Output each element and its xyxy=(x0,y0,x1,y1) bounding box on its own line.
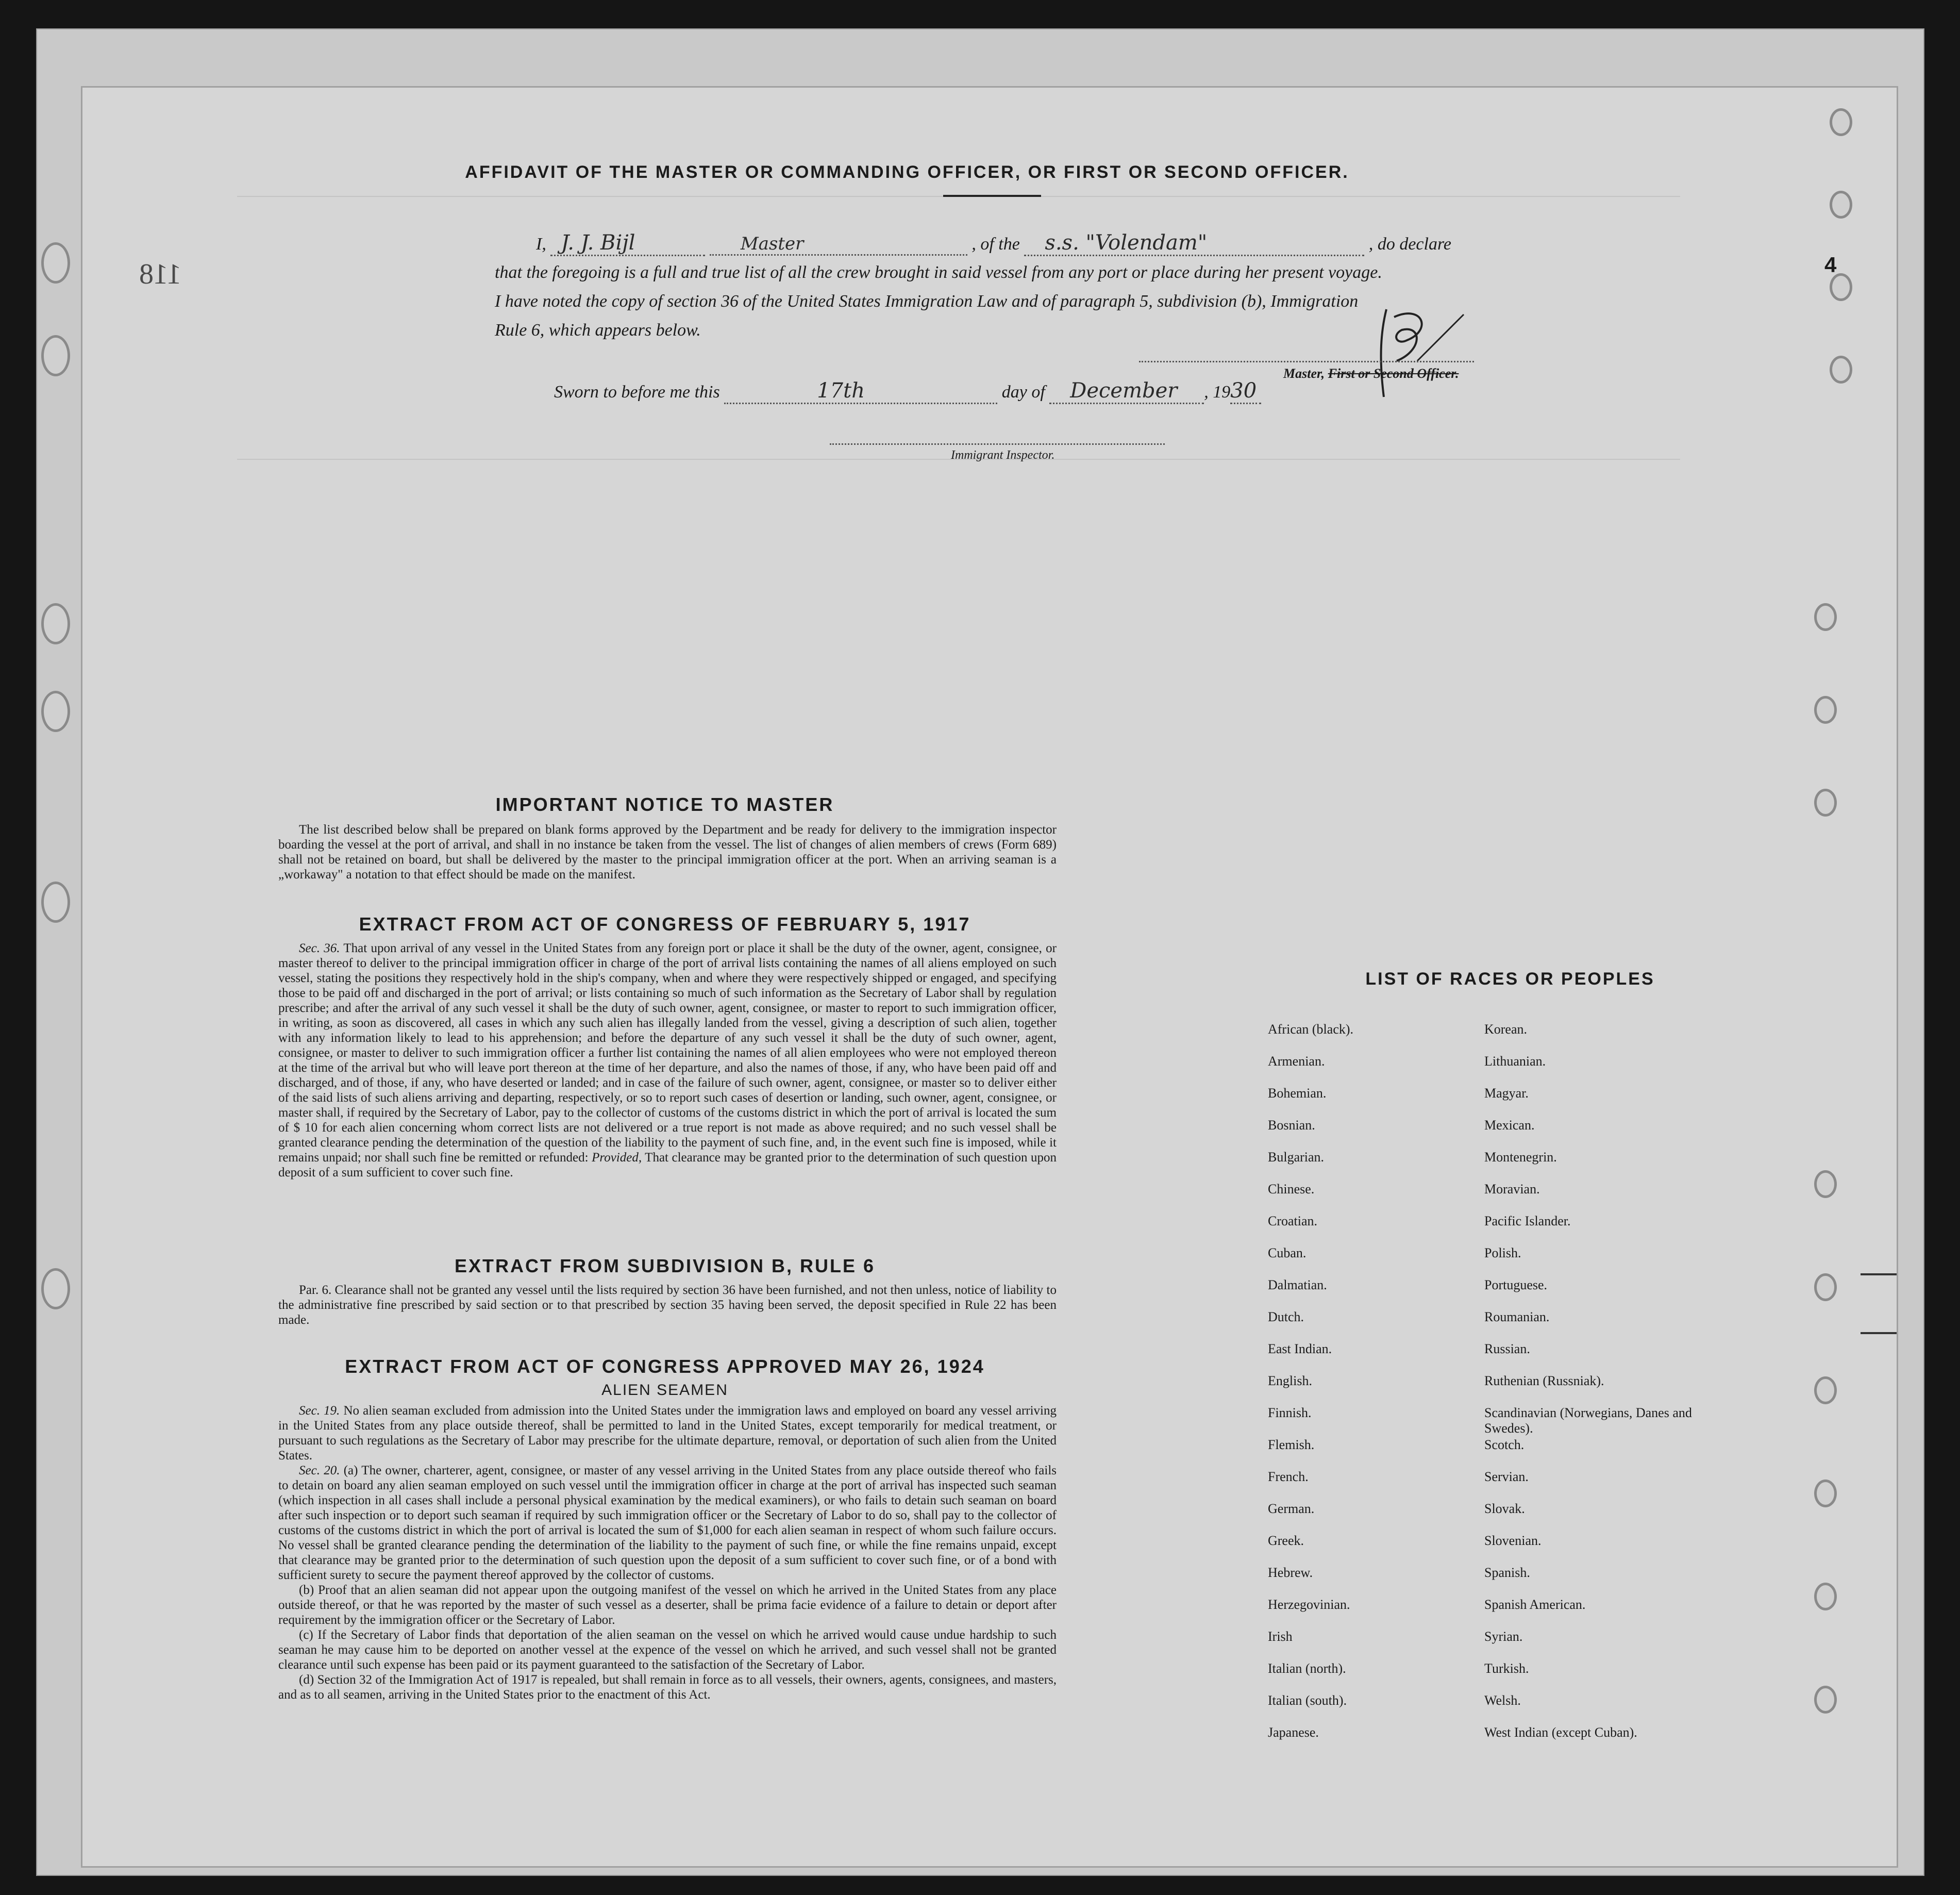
race-entry: Servian. xyxy=(1484,1469,1529,1484)
race-entry: Turkish. xyxy=(1484,1661,1529,1676)
race-entry: Armenian. xyxy=(1268,1054,1325,1069)
binder-hole xyxy=(1830,191,1852,219)
races-title: LIST OF RACES OR PEOPLES xyxy=(1365,969,1655,989)
binder-hole xyxy=(1830,108,1852,136)
struck-officer-text: First or Second Officer. xyxy=(1328,366,1459,381)
race-entry: Bulgarian. xyxy=(1268,1150,1325,1165)
binder-hole xyxy=(1814,603,1837,631)
sec-19-label: Sec. 19. xyxy=(299,1404,340,1418)
sec-20d-paragraph: (d) Section 32 of the Immigration Act of 1917 is repealed, but shall remain in force as to all vessels, their owners, agents, consignees, and masters, and as to all seamen, arriving in the United States prior to the enactment of this Act. xyxy=(278,1673,1057,1702)
sec-36-text-end: That clearance may be granted prior to the determination of such question upon deposit of a sum sufficient to cover such fine. xyxy=(278,1151,1057,1179)
race-entry: Russian. xyxy=(1484,1341,1530,1356)
par-6-paragraph: Par. 6. Clearance shall not be granted any vessel until the lists required by section 36 have been furnished, and not then unless, notice of liability to the administrative fine prescribed by said section or to that prescribed by section 35 having been served, the deposit specified in Rule 22 has been made. xyxy=(278,1283,1057,1327)
inspector-line xyxy=(830,443,1165,445)
race-entry: French. xyxy=(1268,1469,1309,1484)
tally-mark xyxy=(1861,1275,1897,1334)
sec-20b-paragraph: (b) Proof that an alien seaman did not appear upon the outgoing manifest of the vessel on which he arrived in the United States from any place outside thereof, or that he was reported by the master of such vessel as a deserter, shall be prima facie evidence of a failure to detain or deport after requirement by the immigration officer or the Secretary of Labor. xyxy=(278,1583,1057,1627)
race-entry: Dutch. xyxy=(1268,1309,1304,1324)
sec-36-text: That upon arrival of any vessel in the United States from any foreign port or place it shall be the duty of the owner, agent, consignee, or master thereof to deliver to the principal immigration officer in charge of the port of arrival lists containing the names of all aliens employed on such vessel, stating the positions they respectively hold in the ship's company, when and where they were respectively shipped or engaged, and specifying those to be paid off and discharged in the port of arrival; or lists containing so much of such information as the Secretary of Labor shall by regulation prescribe; and after the arrival of any such vessel it shall be the duty of such owner, agent, consignee, or master to report to such immigration officer, in writing, as soon as discovered, all cases in which any such alien has illegally landed from the vessel, giving a description of such alien, together with any information likely to lead to his apprehension; and before the departure of any such vessel it shall be the duty of such owner, agent, consignee, or master to deliver to such immigration officer a further list containing the names of all alien employees who were not employed thereon at the time of the arrival but who will leave port thereon at the time of her departure, and also the names of those, if any, who have been paid off and discharged, and of those, if any, who have deserted or landed; and in case of the failure of such owner, agent, consignee, or master so to deliver either of the said lists of such aliens arriving and departing, respectively, or so to report such cases of desertion or landing, such owner, agent, consignee, or master shall, if required by the Secretary of Labor, pay to the collector of customs of the customs district in which the port of arrival is located the sum of $ 10 for each alien concerning whom correct lists are not delivered or a true report is not made as above required; and no such vessel shall be granted clearance pending the determination of the question of the liability to the payment of such fine, and, in the event such fine is imposed, while it remains unpaid; nor shall such fine be remitted or refunded: xyxy=(278,941,1057,1165)
binder-hole xyxy=(1814,1376,1837,1404)
sworn-year: 30 xyxy=(1230,379,1261,404)
race-entry: Slovenian. xyxy=(1484,1533,1542,1548)
extract-rule6-title: EXTRACT FROM SUBDIVISION B, RULE 6 xyxy=(454,1255,876,1276)
binder-hole xyxy=(1830,273,1852,301)
race-entry: Croatian. xyxy=(1268,1214,1318,1228)
race-entry: Spanish. xyxy=(1484,1565,1530,1580)
race-entry: English. xyxy=(1268,1373,1312,1388)
extract-1924-title: EXTRACT FROM ACT OF CONGRESS APPROVED MAY 26, 1924 xyxy=(345,1356,985,1377)
sec-19-text: No alien seaman excluded from admission into the United States under the immigration laws and employed on board any vessel arriving in the United States from any place outside thereof, shall be permitted to land in the United States, except temporarily for medical treatment, or pursuant to such regulations as the Secretary of Labor may prescribe for the ultimate departure, removal, or deportation of such alien from the United States. xyxy=(278,1404,1057,1462)
sworn-day: 17th xyxy=(724,379,997,404)
affidavit-line-2: that the foregoing is a full and true list of all the crew brought in said vessel from any port or place during her present voyage. xyxy=(495,263,1382,282)
sworn-line xyxy=(554,379,1261,404)
race-entry: Japanese. xyxy=(1268,1725,1319,1740)
provided-label: Provided, xyxy=(592,1151,642,1165)
race-entry: Flemish. xyxy=(1268,1437,1315,1452)
binder-hole xyxy=(1814,1480,1837,1507)
race-entry: Dalmatian. xyxy=(1268,1277,1327,1292)
race-entry: Bohemian. xyxy=(1268,1086,1327,1101)
race-entry: Bosnian. xyxy=(1268,1118,1315,1133)
race-entry: Syrian. xyxy=(1484,1629,1523,1644)
sec-19-paragraph xyxy=(278,1403,1057,1463)
race-entry: Chinese. xyxy=(1268,1182,1315,1196)
race-entry: Moravian. xyxy=(1484,1182,1540,1196)
sec-20a-paragraph xyxy=(278,1463,1057,1583)
sec-20-label: Sec. 20. xyxy=(299,1464,340,1477)
race-entry: Spanish American. xyxy=(1484,1597,1586,1612)
master-caption xyxy=(1283,366,1459,381)
race-entry: Cuban. xyxy=(1268,1245,1306,1260)
form-page xyxy=(82,88,1897,1866)
master-name: J. J. Bijl xyxy=(550,231,705,256)
master-signature xyxy=(1268,299,1526,402)
signature-line xyxy=(1139,361,1474,362)
race-entry: Roumanian. xyxy=(1484,1309,1550,1324)
race-entry: Lithuanian. xyxy=(1484,1054,1546,1069)
races-column-1 xyxy=(1268,1022,1464,1757)
race-entry: Slovak. xyxy=(1484,1501,1525,1516)
tally-mark xyxy=(1861,1217,1897,1275)
race-entry: Italian (south). xyxy=(1268,1693,1347,1708)
race-entry: Montenegrin. xyxy=(1484,1150,1557,1165)
page-number: 4 xyxy=(1824,253,1837,277)
race-entry: African (black). xyxy=(1268,1022,1354,1037)
affidavit-line-4: Rule 6, which appears below. xyxy=(495,321,701,340)
race-entry: German. xyxy=(1268,1501,1315,1516)
sworn-prefix: Sworn to before me this xyxy=(554,383,720,402)
sec-36-paragraph xyxy=(278,941,1057,1180)
title-rule xyxy=(943,195,1041,197)
binder-hole xyxy=(1814,1583,1837,1610)
vessel-name: s.s. "Volendam" xyxy=(1024,231,1364,256)
binder-hole xyxy=(41,242,70,284)
race-entry: Korean. xyxy=(1484,1022,1528,1037)
race-entry: Herzegovinian. xyxy=(1268,1597,1350,1612)
race-entry: Finnish. xyxy=(1268,1405,1312,1420)
race-entry: Italian (north). xyxy=(1268,1661,1346,1676)
stamp-number: 118 xyxy=(139,258,181,290)
binder-hole xyxy=(1814,1273,1837,1301)
race-entry: Scandinavian (Norwegians, Danes and Swedes). xyxy=(1484,1405,1692,1436)
race-entry: Greek. xyxy=(1268,1533,1304,1548)
binder-hole xyxy=(1814,789,1837,817)
binder-hole xyxy=(41,335,70,376)
race-entry: Welsh. xyxy=(1484,1693,1521,1708)
extract-1917-title: EXTRACT FROM ACT OF CONGRESS OF FEBRUARY 5, 1917 xyxy=(359,913,971,935)
sec-20a-text: (a) The owner, charterer, agent, consignee, or master of any vessel arriving in the United States from any place outside thereof who fails to detain on board any alien seaman employed on such vessel until the immigration officer in charge at the port of arrival has inspected such seaman (which inspection in all cases shall include a personal physical examination by the medical examiners), or who fails to detain such seaman on board after such inspection or to deport such seaman if required by such immigration officer or the Secretary of Labor to do so, shall pay to the collector of customs of the customs district in which the port of arrival is located the sum of $1,000 for each alien seaman in respect of whom such failure occurs. No vessel shall be granted clearance pending the determination of the liability to the payment of such fine, or while the fine remains unpaid, except that clearance may be granted prior to the determination of such question upon the deposit of a sum sufficient to cover such fine, or of a bond with sufficient surety to secure the payment thereof approved by the collector of customs. xyxy=(278,1464,1057,1582)
of-the-text: , of the xyxy=(971,235,1020,254)
inspector-caption: Immigrant Inspector. xyxy=(951,448,1055,462)
binder-hole xyxy=(41,603,70,644)
race-entry: Irish xyxy=(1268,1629,1293,1644)
binder-hole xyxy=(41,882,70,923)
binder-hole xyxy=(41,691,70,732)
binder-hole xyxy=(1814,1170,1837,1198)
alien-seamen-subtitle: ALIEN SEAMEN xyxy=(601,1382,728,1399)
notice-title: IMPORTANT NOTICE TO MASTER xyxy=(495,794,834,815)
day-of-text: day of xyxy=(1001,383,1045,402)
binder-hole xyxy=(1830,356,1852,384)
affidavit-line-1 xyxy=(536,231,1451,256)
sec-20c-paragraph: (c) If the Secretary of Labor finds that deportation of the alien seaman on the vessel on which he arrived would cause undue hardship to such seaman he may cause him to be deported on another vessel at the expence of the vessel on which he arrived, and such vessel shall not be granted clearance until such expense has been paid or its payment guaranteed to the satisfaction of the Secretary of Labor. xyxy=(278,1628,1057,1672)
race-entry: Pacific Islander. xyxy=(1484,1214,1571,1228)
race-entry: East Indian. xyxy=(1268,1341,1332,1356)
race-entry: Hebrew. xyxy=(1268,1565,1313,1580)
extract-1917-body xyxy=(278,941,1057,1180)
sec-36-label: Sec. 36. xyxy=(299,941,340,955)
master-rank: Master xyxy=(710,234,967,256)
affidavit-pronoun: I, xyxy=(536,235,546,254)
sworn-month: December xyxy=(1049,379,1204,404)
binder-hole xyxy=(41,1268,70,1309)
race-entry: Scotch. xyxy=(1484,1437,1525,1452)
declare-text: , do declare xyxy=(1368,235,1452,254)
extract-rule6-body xyxy=(278,1283,1057,1327)
notice-body xyxy=(278,822,1057,882)
binder-hole xyxy=(1814,1686,1837,1714)
affidavit-title: AFFIDAVIT OF THE MASTER OR COMMANDING OFFICER, OR FIRST OR SECOND OFFICER. xyxy=(465,162,1349,182)
races-column-2 xyxy=(1484,1022,1701,1757)
sworn-year-prefix: , 19 xyxy=(1204,383,1231,402)
notice-paragraph: The list described below shall be prepared on blank forms approved by the Department and be ready for delivery to the immigration inspector boarding the vessel at the port of arrival, and shall in no instance be taken from the vessel. The list of changes of alien members of crews (Form 689) shall not be retained on board, but shall be delivered by the master to the principal immigration officer at the port. When an arriving seaman is a „workaway" a notation to that effect should be made on the manifest. xyxy=(278,823,1057,882)
master-caption-text: Master, xyxy=(1283,366,1328,381)
race-entry: Ruthenian (Russniak). xyxy=(1484,1373,1604,1388)
affidavit-line-3: I have noted the copy of section 36 of the United States Immigration Law and of paragraph 5, subdivision (b), Immigration xyxy=(495,292,1359,311)
binder-hole xyxy=(1814,696,1837,724)
race-entry: Portuguese. xyxy=(1484,1277,1548,1292)
race-entry: Mexican. xyxy=(1484,1118,1535,1133)
race-entry: Magyar. xyxy=(1484,1086,1529,1101)
extract-1924-body xyxy=(278,1403,1057,1702)
margin-tally xyxy=(1861,1217,1897,1334)
race-entry: West Indian (except Cuban). xyxy=(1484,1725,1637,1740)
race-entry: Polish. xyxy=(1484,1245,1521,1260)
